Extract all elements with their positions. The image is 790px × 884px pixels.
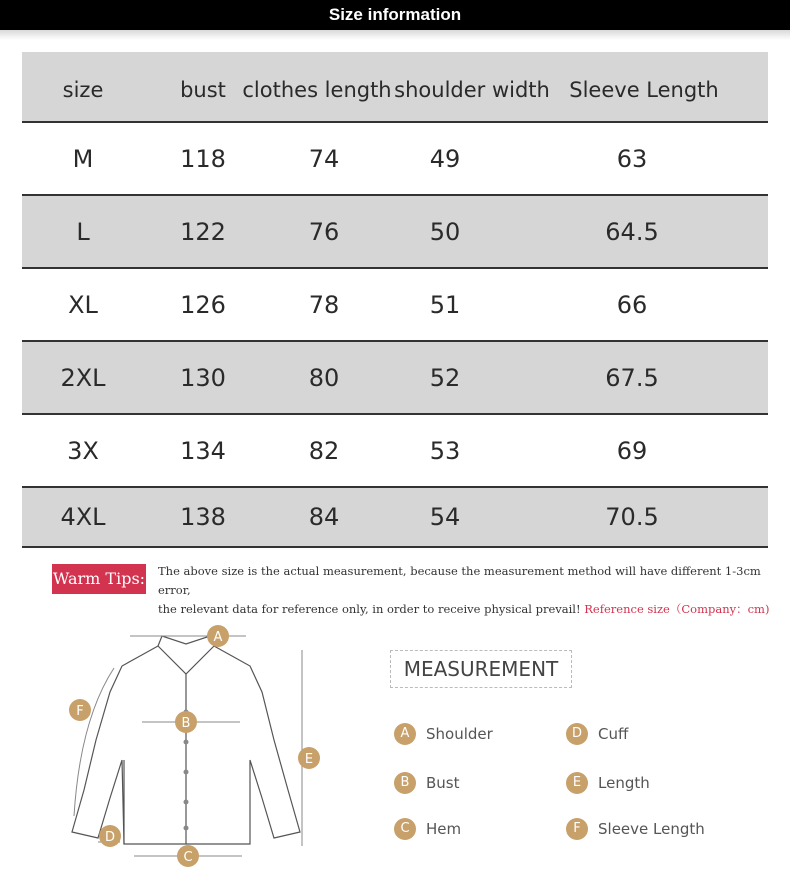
table-cell: 80 — [308, 363, 340, 392]
table-cell: 51 — [429, 290, 461, 319]
header-shoulder-width: shoulder width — [394, 78, 550, 102]
table-cell: L — [76, 217, 90, 246]
table-row — [22, 269, 768, 342]
tips-line-2 — [158, 600, 778, 619]
legend-label: Hem — [426, 820, 462, 838]
legend-item-hem — [394, 817, 461, 841]
table-cell: 67.5 — [605, 363, 659, 392]
tips-line-1: The above size is the actual measurement, because the measurement method will have different 1-3cm error, — [158, 564, 761, 597]
table-cell: 126 — [180, 290, 226, 319]
table-cell: 49 — [429, 144, 461, 173]
size-table — [22, 52, 768, 548]
table-cell: 50 — [429, 217, 461, 246]
legend-item-bust — [394, 771, 460, 795]
table-cell: 118 — [180, 144, 226, 173]
legend-label: Length — [598, 774, 650, 792]
legend-marker: F — [566, 818, 588, 840]
measurement-lines — [74, 636, 302, 856]
table-cell: 84 — [308, 503, 340, 531]
shirt-measurement-diagram — [50, 620, 340, 878]
legend-marker: B — [394, 772, 416, 794]
table-cell: 70.5 — [605, 503, 659, 531]
table-row — [22, 123, 768, 196]
table-row — [22, 196, 768, 269]
table-cell: 69 — [616, 436, 648, 465]
legend-item-sleeve-length — [566, 817, 705, 841]
legend-marker: D — [566, 723, 588, 745]
table-row — [22, 342, 768, 415]
table-cell: 122 — [180, 217, 226, 246]
warm-tips — [52, 562, 772, 616]
warm-tips-badge: Warm Tips: — [52, 564, 146, 594]
table-cell: M — [72, 144, 94, 173]
legend-label: Sleeve Length — [598, 820, 705, 838]
legend-item-shoulder — [394, 722, 493, 746]
measurement-title: MEASUREMENT — [390, 650, 572, 688]
marker-d-letter: D — [104, 830, 116, 845]
table-cell: 82 — [308, 436, 340, 465]
table-cell: 134 — [180, 436, 226, 465]
marker-b-letter: B — [181, 716, 191, 731]
legend-marker: A — [394, 723, 416, 745]
table-cell: 138 — [180, 503, 226, 531]
legend-label: Bust — [426, 774, 460, 792]
header-clothes-length: clothes length — [242, 78, 392, 102]
legend-marker: E — [566, 772, 588, 794]
table-cell: 66 — [616, 290, 648, 319]
table-cell: 63 — [616, 144, 648, 173]
table-row — [22, 488, 768, 548]
table-cell: 2XL — [60, 363, 106, 392]
reference-size-note: Reference size（Company：cm) — [584, 602, 770, 616]
table-cell: XL — [68, 290, 98, 319]
table-header-row — [22, 52, 768, 123]
table-cell: 4XL — [60, 503, 106, 531]
legend-item-length — [566, 771, 650, 795]
marker-c-letter: C — [183, 850, 193, 865]
header-sleeve-length: Sleeve Length — [569, 78, 719, 102]
table-cell: 78 — [308, 290, 340, 319]
tips-line-2-text: the relevant data for reference only, in order to receive physical prevail! — [158, 602, 581, 616]
marker-f-letter: F — [76, 704, 84, 719]
table-cell: 54 — [429, 503, 461, 531]
table-cell: 53 — [429, 436, 461, 465]
table-cell: 64.5 — [605, 217, 659, 246]
marker-e-letter: E — [304, 752, 314, 767]
table-cell: 74 — [308, 144, 340, 173]
header-bust: bust — [180, 78, 226, 102]
table-cell: 76 — [308, 217, 340, 246]
table-row — [22, 415, 768, 488]
table-cell: 52 — [429, 363, 461, 392]
table-cell: 130 — [180, 363, 226, 392]
header-size: size — [62, 78, 104, 102]
title-divider — [0, 30, 790, 40]
legend-label: Cuff — [598, 725, 629, 743]
legend-marker: C — [394, 818, 416, 840]
legend-label: Shoulder — [426, 725, 493, 743]
warm-tips-text — [158, 562, 778, 619]
table-cell: 3X — [67, 436, 99, 465]
page-title: Size information — [0, 0, 790, 30]
legend-item-cuff — [566, 722, 628, 746]
marker-a-letter: A — [213, 630, 223, 645]
